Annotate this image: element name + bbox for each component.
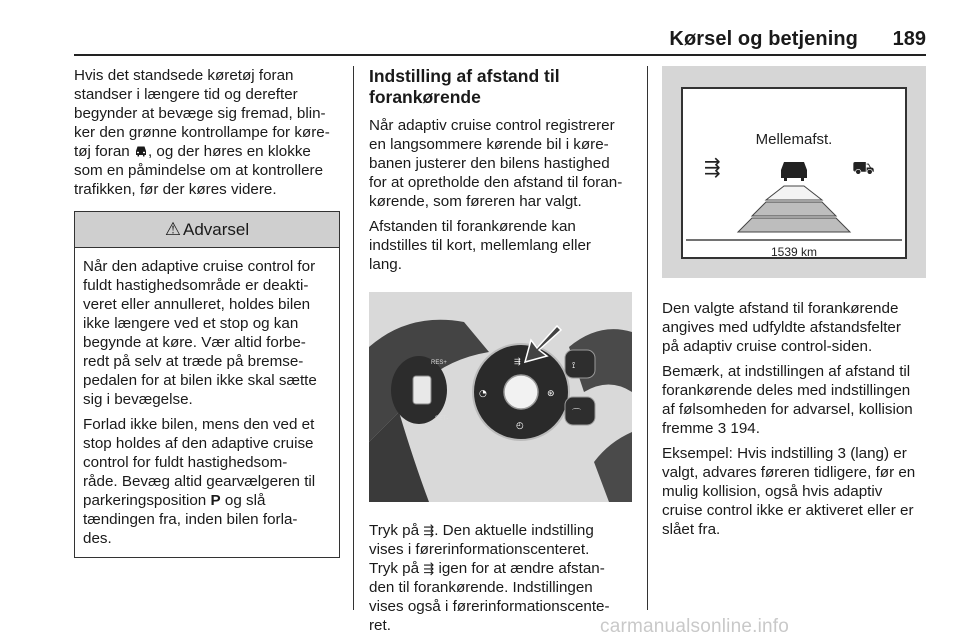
distance-icon: ⇶	[423, 561, 435, 576]
side-button-upper	[565, 350, 595, 378]
page-number: 189	[892, 28, 926, 50]
voice-icon: ⌒	[572, 409, 582, 419]
warning-header	[75, 212, 339, 248]
distance-bar-2	[752, 202, 836, 216]
center-button	[504, 375, 538, 409]
lane-assist-icon: ⟟	[572, 361, 576, 371]
long-distance-icon: ⛟	[852, 158, 875, 179]
cruise-icon: ◔	[479, 389, 487, 399]
distance-button-icon: ⇶	[514, 357, 521, 366]
short-distance-icon: ⇶	[704, 155, 721, 179]
page-header	[74, 28, 926, 56]
body-paragraph: Den valgte afstand til forankørende angives med udfyldte afstandsfelter på adaptiv cruise control-siden.	[662, 300, 901, 355]
limiter-icon: ◴	[516, 421, 524, 431]
column-divider	[647, 66, 648, 610]
driver-info-display-figure	[662, 66, 926, 278]
body-paragraph: Bemærk, at indstillingen af afstand til forankørende deles med indstillingen af følsomheden for advarsel, kollision fremme 3 194.	[662, 363, 913, 437]
column-left	[74, 66, 340, 558]
warning-icon: ⚠	[164, 219, 181, 239]
body-paragraph: Afstanden til forankørende kan indstilles til kort, mellemlang eller lang.	[369, 218, 591, 273]
warning-paragraph: Forlad ikke bilen, mens den ved et stop holdes af den adaptive cruise control for fuldt hastighedsom- råde. Bevæg altid gearvælgeren til parkeringsposition P og slå tændingen fra, inden bilen forla- des.	[83, 416, 316, 547]
warning-body	[75, 248, 339, 557]
warning-box	[74, 211, 340, 558]
warning-paragraph: Når den adaptive cruise control for fuldt hastighedsområde er deakti- veret eller annulleret, holdes bilen ikke længere ved et stop og kan begynde at køre. Vær altid forbe- redt på selv at træde på bremse- pedalen for at bilen ikke skal sætte sig i bevægelse.	[83, 258, 317, 408]
res-label: RES+	[431, 360, 447, 366]
distance-icon: ⇶	[423, 523, 435, 538]
body-paragraph: Eksempel: Hvis indstilling 3 (lang) er valgt, advares føreren tidligere, før en mulig kollision, også hvis adaptiv cruise control ikke er aktiveret eller er slået fra.	[662, 445, 916, 538]
chapter-title: Kørsel og betjening	[669, 28, 858, 50]
resume-set-rocker	[413, 376, 431, 404]
vehicle-ahead-icon	[134, 145, 148, 157]
distance-bar-3	[738, 218, 850, 232]
page-reference-arrow: 3	[717, 420, 727, 437]
page-reference[interactable]: 194.	[730, 420, 760, 437]
distance-setting-label: Mellemafst.	[755, 131, 833, 148]
odometer-reading: 1539 km	[770, 245, 818, 259]
section-heading: Indstilling af afstand til forankørende	[369, 66, 560, 107]
set-label: SET-	[435, 416, 449, 422]
warning-title: Advarsel	[183, 220, 250, 239]
body-paragraph: Tryk på ⇶. Den aktuelle indstilling vises i førerinformationscenteret. Tryk på ⇶ igen for at ændre afstan- den til forankørende. Indstillingen vises også i førerinformationscente- ret.	[369, 522, 610, 634]
adaptive-icon: ⊛	[547, 389, 555, 399]
intro-paragraph: Hvis det standsede køretøj foran standser i længere tid og derefter begynder at bevæge sig fremad, blin- ker den grønne kontrollampe for køre- tøj foran , og der høres en klokke som en påmindelse om at kontrollere trafikken, før der køres videre.	[74, 67, 330, 198]
steering-wheel-controls-figure	[369, 292, 632, 502]
watermark: carmanualsonline.info	[600, 616, 790, 637]
body-paragraph: Når adaptiv cruise control registrerer en langsommere kørende bil i køre- banen justerer den bilens hastighed for at opretholde den afstand til foran- kørende, som føreren har valgt.	[369, 117, 623, 210]
column-right	[662, 66, 926, 545]
column-middle	[369, 66, 632, 641]
column-divider	[353, 66, 354, 610]
park-position-label: P	[210, 492, 221, 509]
